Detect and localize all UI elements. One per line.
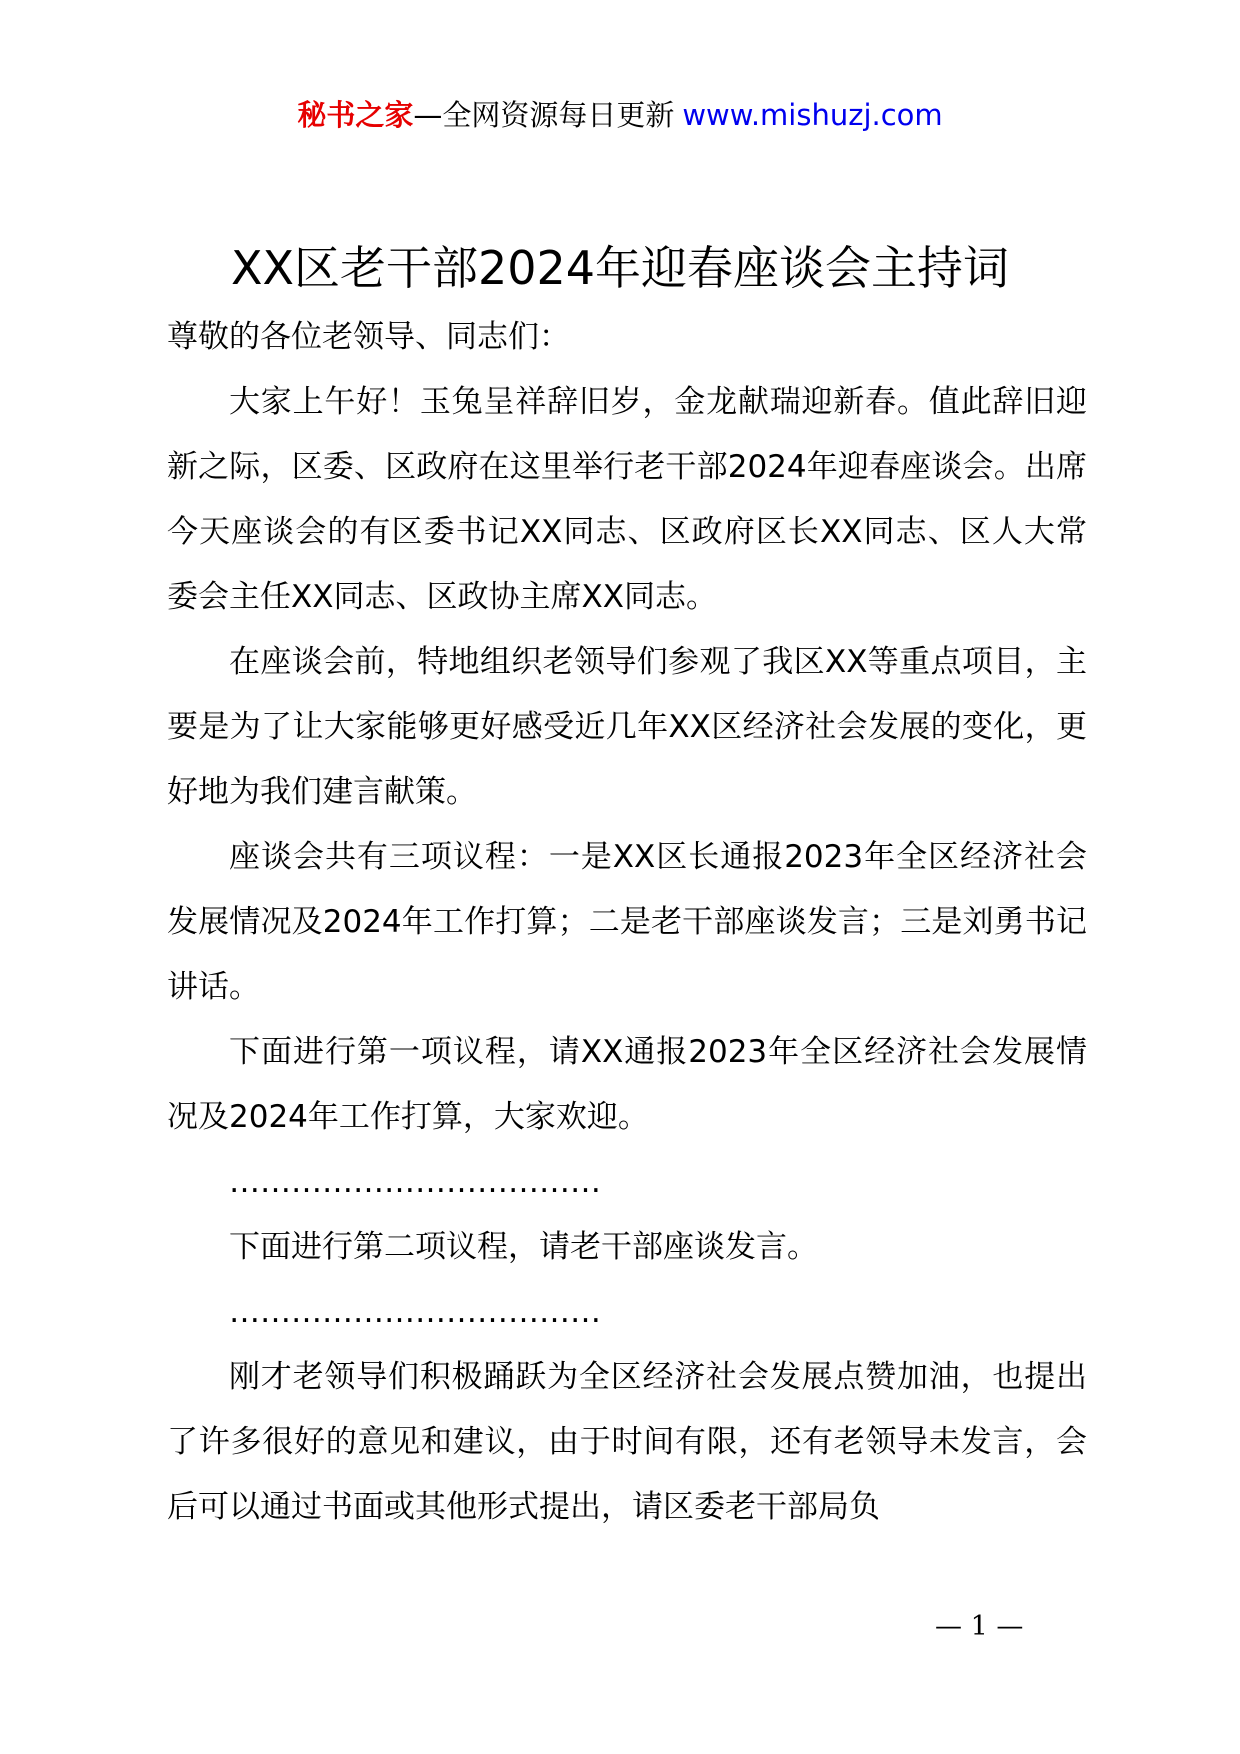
ellipsis-divider: ……………………………… bbox=[229, 1294, 601, 1330]
site-url-link[interactable]: www.mishuzj.com bbox=[682, 98, 943, 132]
paragraph-agenda-item-one: 下面进行第一项议程，请XX通报2023年全区经济社会发展情况及2024年工作打算，大家欢迎。 bbox=[167, 1034, 1087, 1135]
paragraph-agenda-item-two: 下面进行第二项议程，请老干部座谈发言。 bbox=[229, 1229, 818, 1265]
paragraph-agenda: 座谈会共有三项议程：一是XX区长通报2023年全区经济社会发展情况及2024年工作打算；二是老干部座谈发言；三是刘勇书记讲话。 bbox=[167, 839, 1087, 1005]
banner-slogan: —全网资源每日更新 bbox=[413, 98, 675, 132]
document-title: XX区老干部2024年迎春座谈会主持词 bbox=[230, 241, 1010, 295]
paragraph-closing: 刚才老领导们积极踊跃为全区经济社会发展点赞加油，也提出了许多很好的意见和建议，由于时间有限，还有老领导未发言，会后可以通过书面或其他形式提出，请区委老干部局负 bbox=[167, 1359, 1087, 1525]
document-body bbox=[167, 305, 1087, 1540]
brand-name: 秘书之家 bbox=[297, 98, 414, 132]
ellipsis-divider: ……………………………… bbox=[229, 1164, 601, 1200]
paragraph-greeting: 大家上午好！玉兔呈祥辞旧岁，金龙献瑞迎新春。值此辞旧迎新之际，区委、区政府在这里举行老干部2024年迎春座谈会。出席今天座谈会的有区委书记XX同志、区政府区长XX同志、区人大常委会主任XX同志、区政协主席XX同志。 bbox=[167, 384, 1087, 615]
paragraph-site-visit: 在座谈会前，特地组织老领导们参观了我区XX等重点项目，主要是为了让大家能够更好感受近几年XX区经济社会发展的变化，更好地为我们建言献策。 bbox=[167, 644, 1087, 810]
salutation: 尊敬的各位老领导、同志们： bbox=[167, 319, 570, 355]
page-number: — 1 — bbox=[935, 1611, 1024, 1642]
site-banner bbox=[0, 95, 1240, 135]
